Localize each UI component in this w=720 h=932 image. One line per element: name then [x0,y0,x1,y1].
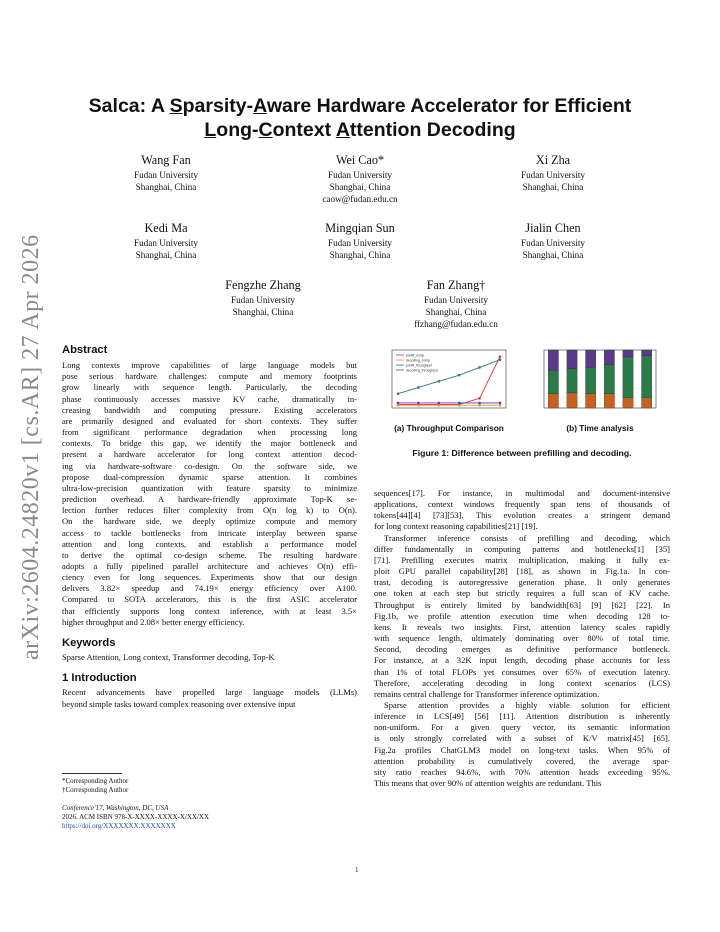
data-point [438,404,441,407]
stacked-bar-segment [604,394,614,409]
legend-label: decoding_throughput [406,368,438,373]
body-line: non-uniform. For a given query vector, its semantic information [374,722,670,733]
body-line: ploit GPU parallel capability[28] [18], as shown in Fig.1a. In con- [374,566,670,577]
body-line: tokens[44][4] [73][53]. This evolution creates a stringent demand [374,510,670,521]
subcaption-b: (b) Time analysis [566,423,634,433]
title-line-1: Salca: A Sparsity-Aware Hardware Accelerator for Efficient [88,95,632,117]
keywords-heading: Keywords [62,636,116,649]
data-point [478,366,481,369]
body-line: This means that over 90% of attention weights are redundant. This [374,778,602,789]
body-line: one token at each step but strictly requires a full scan of KV cache. [374,588,670,599]
data-point [458,402,461,405]
body-line: inference in LCS[49] [56] [11]. Attention distribution is inherently [374,711,670,722]
body-line: sity ratio reaches 94.6%, with 70% attention heads exceeding 95%. [374,766,670,777]
author-block: Wei Cao* Fudan University Shanghai, China caow@fudan.edu.cn [322,153,398,204]
body-line: trast, decoding is autoregressive generation phase. It only generates [374,577,670,588]
right-column [374,488,670,789]
abstract-line: delivers 3.82× speedup and 74.19× energy efficiency over A100. [62,583,357,594]
abstract-line: lection further reduces filter complexity from O(n log k) to O(n). [62,505,357,516]
footnotes: *Corresponding Author †Corresponding Author [62,777,129,794]
body-line: Fig.2a profiles ChatGLM3 model on long-text tasks. When 95% of [374,744,670,755]
author-block: Jialin Chen Fudan University Shanghai, China [520,221,586,260]
stacked-bar-segment [623,357,633,398]
abstract-line: present a hardware accelerator for long context attention decod- [62,449,357,460]
body-line: differ fundamentally in computing patterns and bottlenecks[1] [35] [374,543,670,554]
plot-frame [544,350,656,408]
body-line: Fig.1b, we profile attention execution time when decoding 128 to- [374,610,670,621]
abstract-line: Long contexts improve capabilities of large language models but [62,360,357,371]
body-line: is only strongly correlated with a subset of K/V matrix[45] [65]. [374,733,670,744]
abstract-line: that efficiently supports long context inference, with at least 3.5× [62,605,357,616]
data-point [478,397,481,400]
body-line: attention probability is cumulatively covered, the average spar- [374,755,670,766]
author-block: Mingqian Sun Fudan University Shanghai, China [325,221,395,260]
abstract-line: phase continuously accesses massive KV cache, dramatically in- [62,393,357,404]
data-point [499,402,502,405]
abstract-line: contexts. To bridge this gap, we identify the major bottleneck and [62,438,357,449]
abstract-line: to derive the optimal co-design scheme. The resulting hardware [62,549,357,560]
abstract-line: adopts a fully pipelined parallel architecture and achieves O(n) effi- [62,560,357,571]
abstract-line: higher throughput and 2.08× better energy efficiency. [62,616,245,627]
data-point [417,404,420,407]
data-point [478,404,481,407]
abstract-line: ciency even for long sequences. Experiments show that our design [62,572,357,583]
abstract-line: On the hardware side, we deeply optimize compute and memory [62,516,357,527]
paper-title [60,94,660,142]
body-line: Throughput is entirely limited by bandwidth[63] [9] [62] [22]. In [374,599,670,610]
abstract-line: attention and long contexts, and establish a performance model [62,538,357,549]
stacked-bar-segment [604,365,614,394]
abstract-line: propose dual-compression dynamic sparse attention. It combines [62,471,357,482]
abstract-line: access to tackle bottlenecks from intricate interplay between sparse [62,527,357,538]
data-point [478,402,481,405]
body-line: Second, decoding emerges as definitive performance bottleneck. [374,644,670,655]
body-line: applications, context windows frequently span tens of thousands of [374,499,670,510]
author-block: Xi Zha Fudan University Shanghai, China [520,153,586,192]
author-block: Wang Fan Fudan University Shanghai, China [133,153,199,192]
arxiv-side-label: arXiv:2604.24820v1 [cs.AR] 27 Apr 2026 [18,234,44,660]
body-line: Transformer inference consists of prefilling and decoding, which [384,532,670,543]
body-line: remains central challenge for Transformer inference optimization. [374,688,600,699]
body-line: kens. It reveals two insights. First, attention latency scales rapidly [374,621,670,632]
intro-line: beyond simple tasks toward complex reasoning over extensive input [62,698,296,709]
intro-heading: 1 Introduction [62,672,137,685]
stacked-bar-segment [623,398,633,408]
legend-label: prefill_throughput [406,363,433,368]
data-point [499,355,502,358]
data-point [458,404,461,407]
subcaption-a: (a) Throughput Comparison [394,423,504,433]
stacked-bar-segment [586,367,596,393]
stacked-bar-segment [548,370,558,393]
stacked-bar-segment [623,350,633,357]
stacked-bar-segment [642,356,652,398]
data-point [397,404,400,407]
abstract-line: pose serious hardware challenges: compute and memory footprints [62,371,357,382]
stacked-bar-segment [642,350,652,356]
left-column [62,345,357,710]
stacked-bar-segment [586,350,596,367]
author-block: Kedi Ma Fudan University Shanghai, China [133,221,199,260]
abstract-line: grow linearly with sequence length. Particularly, the decoding [62,382,357,393]
body-line: for long context reasoning capabilities[21] [19]. [374,521,538,532]
stacked-bar-segment [548,394,558,409]
stacked-bar-segment [567,393,577,408]
abstract-line: prediction overhead. A hardware-friendly approximate Top-K se- [62,494,357,505]
stacked-bar-segment [586,394,596,409]
title-line-2: Long-Context Attention Decoding [204,119,516,141]
body-line: sequences[17]. For instance, in multimodal and document-intensive [374,488,670,498]
data-point [438,402,441,405]
abstract-line: are primarily designed and evaluated for short contexts. They suffer [62,415,357,426]
author-block: Fan Zhang† Fudan University Shanghai, China ffzhang@fudan.edu.cn [414,278,498,329]
abstract-line: from significant performance degradation when processing long [62,427,357,438]
body-line: than 1% of total FLOPs yet consumes over 65% of execution latency. [374,666,670,677]
figure-caption: Figure 1: Difference between prefilling and decoding. [412,448,632,458]
data-point [499,404,502,407]
stacked-bar-segment [548,350,558,370]
body-line: with sequence length, ultimately dominating over 80% of total time. [374,633,670,644]
time-analysis-chart [530,344,670,420]
author-block: Fengzhe Zhang Fudan University Shanghai, China [225,278,301,317]
abstract-body [62,360,357,628]
data-point [438,380,441,383]
legend-label: prefill_comp [406,353,425,358]
body-line: Sparse attention provides a highly viable solution for efficient [384,699,670,710]
data-point [417,386,420,389]
intro-body [62,687,357,709]
abstract-line: Compared to SOTA accelerators, this is the first ASIC accelerator [62,594,357,605]
abstract-heading: Abstract [62,344,108,356]
legend-label: decoding_comp [406,358,430,363]
body-line: For instance, at a 32K input length, decoding phase accounts for less [374,655,670,666]
keywords-text: Sparse Attention, Long context, Transformer decoding, Top-K [62,652,275,663]
throughput-chart [374,344,524,420]
abstract-line: creasing bandwidth and computing pressure. Existing accelerators [62,404,357,415]
stacked-bar-segment [567,369,577,393]
page-number: 1 [355,866,359,874]
data-point [417,402,420,405]
abstract-line: ultra-low-precision quantization with feature sparsity to minimize [62,482,357,493]
data-point [397,402,400,405]
stacked-bar-segment [567,350,577,369]
data-point [458,374,461,377]
intro-line: Recent advancements have propelled large language models (LLMs) [62,687,357,698]
data-point [499,358,502,361]
body-line: [71]. Prefilling executes matrix multiplication, making it fully ex- [374,554,670,565]
conference-info: Conference'17, Washington, DC, USA 2026. ACM ISBN 978-X-XXXX-XXXX-X/XX/XX https://doi.org/XXXXXXX.XXXXXXX [62,804,209,830]
data-point [397,392,400,395]
stacked-bar-segment [642,398,652,408]
abstract-line: ing via hardware-software co-design. On the software side, we [62,460,357,471]
footnote-rule [62,773,122,774]
body-line: Therefore, accelerating decoding in long context scenarios (LCS) [374,677,670,688]
stacked-bar-segment [604,350,614,365]
